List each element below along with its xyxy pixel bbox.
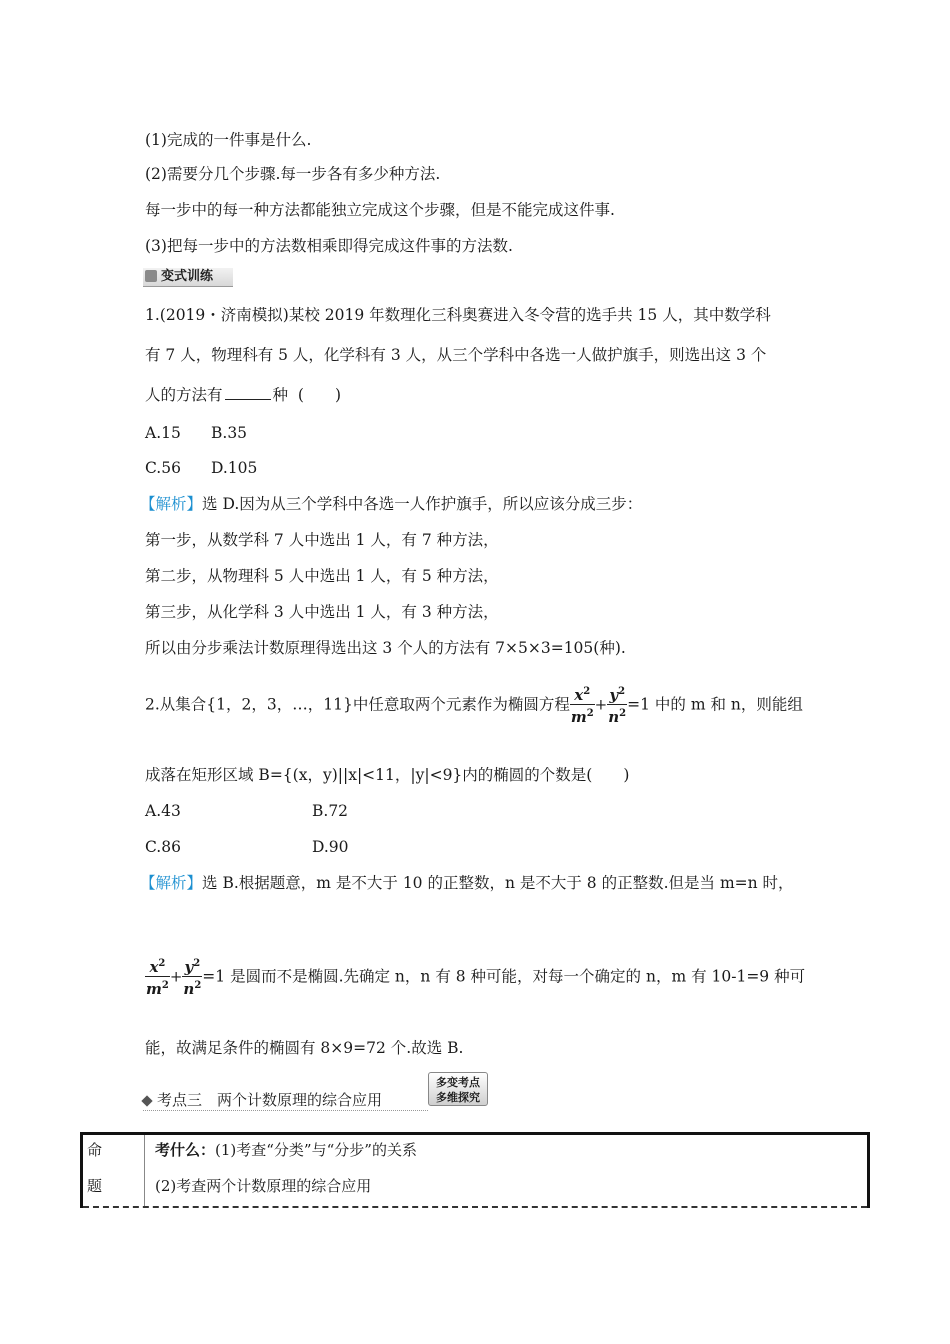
- q1-line-3-text: 人的方法有: [145, 386, 223, 404]
- table-row-2: (2)考查两个计数原理的综合应用: [155, 1177, 372, 1195]
- step-line-1: (1)完成的一件事是什么.: [145, 131, 312, 149]
- q2-solution-line-2: [145, 955, 805, 998]
- q2-line-1: [145, 683, 803, 726]
- q1-solution-line-1: [140, 494, 642, 514]
- table-head-bold: 考什么：: [155, 1141, 216, 1159]
- step-line-3: 每一步中的每一种方法都能独立完成这个步骤，但是不能完成这件事.: [145, 201, 615, 219]
- q1-solution-line-2: 第一步，从数学科 7 人中选出 1 人，有 7 种方法，: [145, 531, 499, 549]
- q2-option-a: A.43: [145, 802, 181, 820]
- q1-solution-text: 选 D.因为从三个学科中各选一人作护旗手，所以应该分成三步：: [202, 495, 643, 513]
- q1-line-3: [145, 385, 341, 405]
- q1-solution-line-5: 所以由分步乘法计数原理得选出这 3 个人的方法有 7×5×3=105(种).: [145, 639, 626, 657]
- q2-solution-line-3: 能，故满足条件的椭圆有 8×9=72 个.故选 B.: [145, 1039, 464, 1057]
- q1-line-2: 有 7 人，物理科有 5 人，化学科有 3 人，从三个学科中各选一人做护旗手，则选出这 3 个: [145, 346, 767, 364]
- fraction-x-over-m: $\frac{x^2}{m^2}$: [146, 958, 169, 998]
- table-column-divider: [144, 1135, 145, 1208]
- solution-tag: 【解析】: [140, 495, 203, 513]
- q2-line-1-text: 2.从集合{1，2，3，…，11}中任意取两个元素作为椭圆方程: [145, 695, 570, 714]
- q2-solution-text: 选 B.根据题意，m 是不大于 10 的正整数，n 是不大于 8 的正整数.但是当 m=n 时，: [202, 874, 794, 892]
- badge-line-2: 多维探究: [436, 1091, 480, 1104]
- badge-line-1: 多变考点: [436, 1076, 480, 1089]
- answer-blank: [225, 385, 271, 400]
- q2-line-1-tail: =1 中的 m 和 n，则能组: [627, 695, 803, 714]
- step-line-2: (2)需要分几个步骤.每一步各有多少种方法.: [145, 165, 441, 183]
- fraction-y-over-n: $\frac{y^2}{n^2}$: [608, 686, 627, 726]
- table-dashed-bottom: [83, 1206, 867, 1208]
- table-row-1: [155, 1139, 417, 1160]
- q1-solution-line-3: 第二步，从物理科 5 人中选出 1 人，有 5 种方法，: [145, 567, 499, 585]
- heading-divider: [143, 1110, 428, 1111]
- q2-solution-line-1: [140, 873, 794, 893]
- multi-variant-badge: [428, 1072, 488, 1106]
- q1-line-3-unit: 种: [272, 386, 289, 404]
- table-row-1-text: (1)考查“分类”与“分步”的关系: [215, 1141, 417, 1159]
- section-icon: [145, 270, 157, 282]
- kaodian-title: 考点三 两个计数原理的综合应用: [157, 1091, 383, 1109]
- diamond-bullet-icon: [141, 1095, 152, 1106]
- table-left-char-1: 命: [87, 1141, 103, 1159]
- q1-option-a: A.15: [145, 424, 181, 442]
- q2-option-c: C.86: [145, 838, 181, 856]
- step-line-4: (3)把每一步中的方法数相乘即得完成这件事的方法数.: [145, 237, 513, 255]
- table-left-char-2: 题: [87, 1177, 103, 1195]
- solution-tag: 【解析】: [140, 874, 203, 892]
- kaodian-heading: [143, 1090, 382, 1110]
- q1-option-d: D.105: [211, 459, 258, 477]
- q2-line-2: 成落在矩形区域 B={(x，y)||x|<11，|y|<9}内的椭圆的个数是( ): [145, 766, 630, 784]
- q2-option-d: D.90: [312, 838, 349, 856]
- plus-sign: +: [594, 695, 608, 714]
- q1-option-b: B.35: [211, 424, 248, 442]
- plus-sign: +: [169, 967, 183, 986]
- q1-solution-line-4: 第三步，从化学科 3 人中选出 1 人，有 3 种方法，: [145, 603, 499, 621]
- fraction-y-over-n: $\frac{y^2}{n^2}$: [183, 958, 202, 998]
- section-label-variant-training: 变式训练: [143, 268, 233, 287]
- q2-solution-line-2-text: =1 是圆而不是椭圆.先确定 n，n 有 8 种可能，对每一个确定的 n，m 有 10-1=9 种可: [202, 967, 806, 986]
- q2-option-b: B.72: [312, 802, 349, 820]
- proposition-table: [80, 1132, 870, 1208]
- q1-line-1: 1.(2019・济南模拟)某校 2019 年数理化三科奥赛进入冬令营的选手共 15 人，其中数学科: [145, 306, 771, 324]
- fraction-x-over-m: $\frac{x^2}{m^2}$: [570, 686, 594, 726]
- q1-option-c: C.56: [145, 459, 181, 477]
- q1-paren: ( ): [297, 386, 341, 404]
